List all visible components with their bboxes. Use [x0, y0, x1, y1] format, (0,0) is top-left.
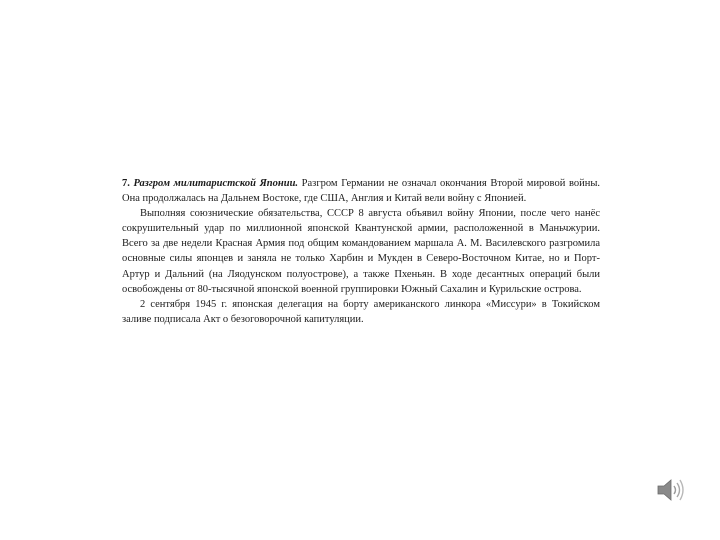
- speaker-icon[interactable]: [655, 474, 687, 506]
- section-number: 7.: [122, 178, 130, 189]
- section-heading-paragraph: [122, 176, 600, 206]
- paragraph-capitulation: 2 сентября 1945 г. японская делегация на борту американского линкора «Миссури» в Токийском заливе подписала Акт о безоговорочной капитуляции.: [122, 298, 600, 325]
- paragraph-war-declaration: Выполняя союзнические обязательства, СССР 8 августа объявил войну Японии, после чего нанёс сокрушительный удар по миллионной японской Квантунской армии, расположенной в Маньчжурии. Всего за две недели Красная Армия под общим командованием маршала А. М. Василевского разгромила основные силы японцев и заняла не только Харбин и Мукден в Северо-Восточном Китае, но и Порт-Артур и Дальний (на Ляодунском полуострове), а также Пхеньян. В ходе десантных операций были освобождены от 80-тысячной японской военной группировки Южный Сахалин и Курильские острова.: [122, 208, 600, 295]
- section-intro: Разгром Германии не означал окончания Второй мировой войны. Она продолжалась на Дальнем Востоке, где США, Англия и Китай вели войну с Японией.: [122, 178, 600, 205]
- document-text-block: [122, 176, 600, 327]
- section-title: Разгром милитаристской Японии.: [133, 178, 299, 189]
